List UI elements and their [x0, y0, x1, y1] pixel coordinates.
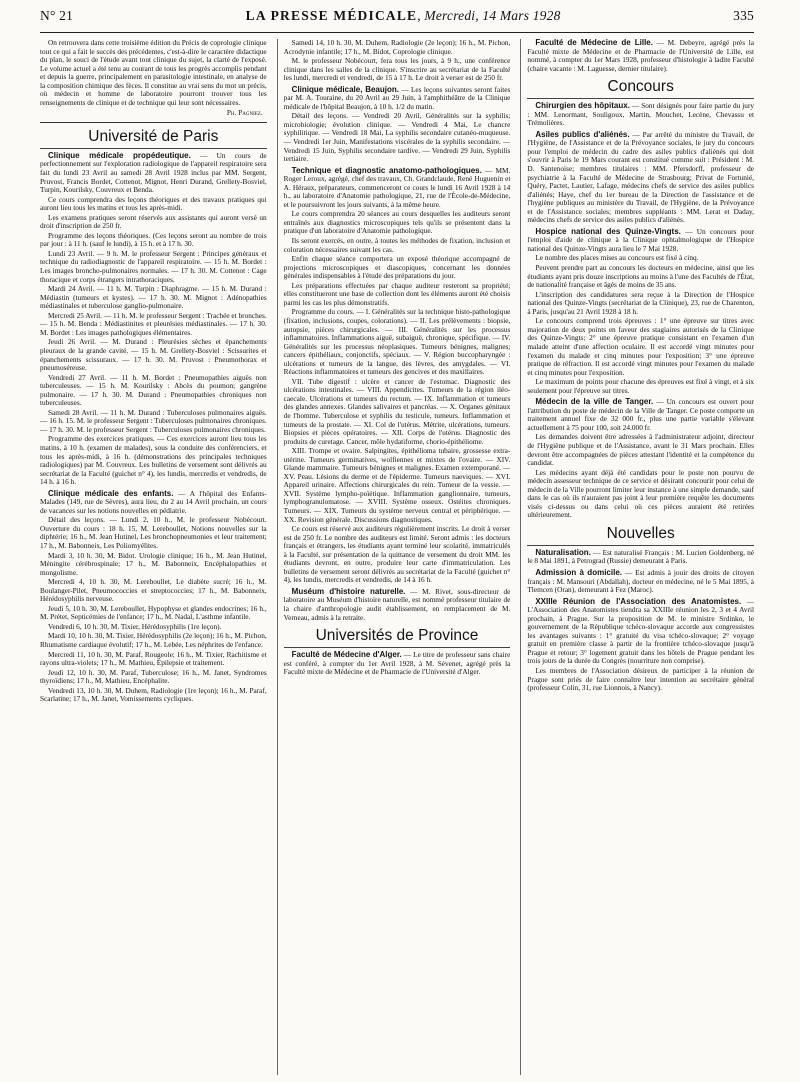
paragraph: Jeudi 5, 10 h. 30, M. Lereboullet, Hypophyse et glandes endocrines; 16 h., M. Prétet, Septicémies de l'enfance; 17 h., M. Nadal, L'asthme infantile.	[40, 603, 267, 622]
paragraph: Programme des leçons théoriques. (Ces leçons seront au nombre de trois par jour : à 11 h. (sauf le lundi), à 15 h. et à 17 h. 30.	[40, 230, 267, 249]
paragraph: Programme du cours. — I. Généralités sur la technique histo-pathologique (fixation, inclusions, coupes, colorations). — II. Les prélèvements : biopsie, autopsie, pièces chirurgicales. — III. Généralités sur les processus inflammatoires. Inflammations aiguë, subaiguë, chronique, spécifique. — IV. Généralités sur les processus néoplasiques. Tumeurs bénignes, malignes; cancers épithéliaux, conjonctifs, spéciaux. — V. Région buccopharyngée : ulcérations et tumeurs de la langue, des lèvres, des amygdales. — VI. Réactions inflammatoires et tumeurs des gencives et des maxillaires.	[283, 307, 511, 377]
divider	[40, 122, 267, 123]
item-text: — Est naturalisé Français : M. Lucien Goldenberg, né le 8 Mai 1891, à Petrograd (Russie) demeurant à Paris.	[527, 547, 754, 566]
journal-title: LA PRESSE MÉDICALE	[245, 8, 418, 23]
paragraph: Jeudi 12, 10 h. 30, M. Paraf, Tuberculose; 16 h., M. Janet, Syndromes thyroïdiens; 17 h., M. Mathieu, Encéphalite.	[40, 667, 267, 686]
paragraph: VII. Tube digestif : ulcère et cancer de l'estomac. Diagnostic des ulcérations intestinales. — VIII. Appendicites. Tumeurs de la région iléo-caecale. Ulcérations et tumeurs du rectum. — IX. Inflammation et tumeurs des glandes annexes. Glandes salivaires et pancréas. — X. Organes génitaux de l'homme. Tuberculose et syphilis du testicule, tumeurs. Inflammation et tumeurs de la prostate. — XI. Col de l'utérus. Métrite, ulcérations, tumeurs. Biopsies et pièces opératoires. — XII. Corps de l'utérus. Diagnostic des produits de curetage. Cancer, môle hydatiforme, chorio-épithéliome.	[283, 376, 511, 446]
paragraph: Le nombre des places mises au concours est fixé à cinq.	[535, 253, 699, 263]
item-text: — Les leçons suivantes seront faites par M. A. Touraine, du 20 Avril au 29 Juin, à l'amphithéâtre de la Clinique médicale de l'hôpital Beaujon, à 10 h. 1/2 du matin.	[283, 84, 511, 111]
item-title: XXIIIe Réunion de l'Association des Anatomistes.	[535, 596, 742, 606]
item-title: Asiles publics d'aliénés.	[535, 129, 630, 139]
item-text: — L'Association des Anatomistes tiendra sa XXIIIe réunion les 2, 3 et 4 Avril prochain, à Prague. Sur la proposition de M. le ministre Srdinko, le gouvernement de la République tchéco-slovaque accorde aux congressistes les avantages suivants : 1° gratuité du visa tchéco-slovaque; 2° voyage gratuit en première classe à partir de la frontière tchéco-slovaque jusqu'à Prague et retour; 3° logement gratuit dans les hôtels de Prague pendant les trois jours de la durée du Congrès (nourriture non comprise).	[527, 596, 754, 666]
paragraph: Les médecins ayant déjà été candidats pour le poste non pourvu de médecin assesseur technique de ce service et désirant concourir pour celui de médecin de la Ville pourront limiter leur instance à une simple demande, sauf dans le cas où ils n'auraient pas joint à leur première requête les documents visés ci-dessus ou dans celui où ces pièces auraient été retirées ultérieurement.	[527, 467, 754, 520]
item-text: — Un concours pour l'emploi d'aide de clinique à la Clinique ophtalmologique de l'Hospice national des Quinze-Vingts aura lieu le 7 Mai 1928.	[527, 226, 754, 253]
column-2	[277, 39, 511, 1075]
header-rule	[40, 32, 754, 33]
item-text: — Sont désignés pour faire partie du jury : MM. Lenormant, Souligoux, Martin, Mouchet, Lecène, Chevassu et Trémolières.	[527, 101, 754, 128]
paragraph: Samedi 14, 10 h. 30, M. Duhem, Radiologie (2e leçon); 16 h., M. Pichon, Acrodynie infantile; 17 h., M. Bidot, Coprologie clinique.	[283, 39, 511, 56]
item-text: — Est admis à jouir des droits de citoyen français : M. Mansouri (Abdallah), docteur en médecine, né le 5 Mai 1895, à Tlemcen (Oran), demeurant à Fez (Maroc).	[527, 567, 754, 595]
paragraph: Le concours comprend trois épreuves : 1° une épreuve sur titres avec majoration de deux points en faveur des stagiaires autorisés de la Clinique des Quinze-Vingts; 2° une épreuve pratique consistant en l'examen d'un malade atteint d'une affection oculaire. Il est accordé vingt minutes pour l'examen du malade et cinq minutes pour l'exposition; 3° une épreuve pratique de réfraction. Il est accordé vingt minutes pour l'examen du malade et cinq minutes pour l'exposition.	[527, 316, 754, 377]
item-title: Admission à domicile.	[535, 567, 622, 577]
paragraph: Les examens pratiques seront réservés aux assistants qui auront versé un droit d'inscription de 250 fr.	[40, 212, 267, 231]
paragraph: Détail des leçons. — Vendredi 20 Avril, Généralités sur la syphilis; microbiologie; évolution clinique. — Vendredi 4 Mai, Le chancre syphilitique. — Vendredi 18 Mai, La syphilis secondaire cutanéo-muqueuse. — Vendredi 1er Juin, Manifestations viscérales de la syphilis secondaire. — Vendredi 15 Juin, Syphilis secondaire tardive. — Vendredi 29 Juin, Syphilis tertiaire.	[283, 111, 511, 164]
paragraph: Ils seront exercés, en outre, à toutes les méthodes de fixation, inclusion et coloration nécessaires suivant les cas.	[283, 236, 511, 254]
item-text: — A l'hôpital des Enfants-Malades (149, rue de Sèvres), aura lieu, du 2 au 14 Avril prochain, un cours de vacances sur les notions nouvelles en pédiatrie.	[40, 488, 267, 515]
section-heading-universite-paris: Université de Paris	[40, 128, 267, 149]
text-columns	[40, 39, 754, 1075]
paragraph: Jeudi 26 Avril. — M. Durand : Pleurésies sèches et épanchements pleuraux de la grande cavité. — 15 h. M. Grellety-Bosviel : Scissurites et épanchements scissuraux. — 17 h. 30. M. Pruvost : Pneumothorax et pneumoséreuse.	[40, 337, 267, 373]
item-text: — Un cours de perfectionnement sur l'exploration radiologique de l'appareil respiratoire sera fait du lundi 23 Avril au samedi 28 Avril 1928 inclus par MM. Sergent, Pruvost, Francis Bordet, Cottenot, Mignot, Henri Durand, Grellety-Bosviel, Turpin, Kourilsky, Couvreux et Benda.	[40, 150, 267, 195]
column-1	[40, 39, 267, 1075]
item-title: Muséum d'histoire naturelle.	[291, 586, 406, 596]
issue-date: Mercredi, 14 Mars 1928	[424, 8, 561, 23]
item-text: — Un concours est ouvert pour l'attribution du poste de médecin de la Ville de Tanger. Ce poste comporte un traitement annuel fixe de 32 000 fr., plus une partie variable s'élevant actuellement à 75 pour 100, soit 24.000 fr.	[527, 397, 754, 432]
paragraph: Les préparations effectuées par chaque auditeur resteront sa propriété; elles constitueront une base de collection dont les éléments auront été choisis parmi les cas les plus démonstratifs.	[283, 280, 511, 307]
paragraph: Ce cours est réservé aux auditeurs régulièrement inscrits. Le droit à verser est de 250 fr. Le nombre des auditeurs est limité. Seront admis : les docteurs français et étrangers, les étudiants ayant terminé leur scolarité, immatriculés à la Faculté, sur présentation de la quittance de versement du droit MM. les étudiants devront, en outre, produire leur carte d'immatriculation. Les bulletins de versement seront délivrés au secrétariat de la Faculté (guichet n° 4), les lundis, mercredis et vendredis, de 14 à 16 h.	[283, 524, 511, 585]
review-signature: Ph. Pagniez.	[226, 108, 263, 118]
page-number: 335	[733, 8, 754, 23]
review-paragraph: On retrouvera dans cette troisième édition du Précis de coprologie clinique tout ce qui a fait le succès des précédentes, c'est-à-dire le caractère didactique du plan, le souci de l'étude avant tout clinique du sujet, la clarté de l'exposé. Le volume actuel a été tenu au courant de tous les progrès accomplis pendant et depuis la guerre, principalement en parasitologie intestinale, en analyse de la composition chimique des fèces. Il constitue au vrai sens du mot un précis, où médecin et homme de laboratoire pourront trouver tous les renseignements de clinique et de technique qui leur sont nécessaires.	[40, 39, 267, 107]
item-text: — MM. Roger Leroux, agrégé, chef des travaux, Ch. Grandclaude, René Huguenin et A. Héraux, préparateurs, commenceront ce cours le lundi 16 Avril 1928 à 14 h., au laboratoire d'Anatomie pathologique, 21, rue de l'École-de-Médecine, et le poursuivront les jours suivants, à la même heure.	[283, 165, 511, 209]
paragraph: Lundi 23 Avril. — 9 h. M. le professeur Sergent : Principes généraux et technique du radiodiagnostic de l'appareil respiratoire. — 15 h. M. Bordet : Les images broncho-pulmonaires normales. — 17 h. 30. M. Cottenot : Cage thoracique et corps étrangers intrathoraciques.	[40, 248, 267, 284]
paragraph: Vendredi 27 Avril. — 11 h. M. Bordet : Pneumopathies aiguës non tuberculeuses. — 15 h. M. Kourilsky : Abcès du poumon; gangrène pulmonaire. — 17 h. 30. M. Durand : Pneumopathies chroniques non tuberculeuses.	[40, 372, 267, 408]
item-title: Médecin de la ville de Tanger.	[535, 397, 654, 407]
paragraph: Mercredi 4, 10 h. 30, M. Lereboullet, Le diabète sucré; 16 h., M. Boulanger-Pilet, Pneumococcies et streptococcies; 17 h., M. Babonneix, Hérédosyphilis nerveuse.	[40, 577, 267, 604]
item-text: — Le titre de professeur sans chaire est conféré, à compter du 1er Avril 1928, à M. Sévenet, agrégé près la Faculté mixte de Médecine et de Pharmacie de l'Université d'Alger.	[283, 650, 511, 677]
item-title: Clinique médicale, Beaujon.	[291, 84, 399, 94]
item-text: — M. Rivet, sous-directeur de laboratoire au Muséum d'histoire naturelle, est nommé professeur titulaire de la chaire d'anthropologie audit établissement, en remplacement de M. Verneau, admis à la retraite.	[283, 586, 511, 622]
paragraph: Mardi 10, 10 h. 30, M. Tixier, Hérédosyphilis (2e leçon); 16 h., M. Pichon, Rhumatisme cardiaque évolutif; 17 h., M. Lebée, Les néphrites de l'enfance.	[40, 631, 267, 649]
item-text: — M. Debeyre, agrégé près la Faculté mixte de Médecine et de Pharmacie de l'Université de Lille, est nommé, à compter du 1er Mars 1928, professeur d'histologie à ladite Faculté (chaire vacante : M. Laguesse, dernier titulaire).	[527, 39, 754, 73]
paragraph: Le cours comprendra 20 séances au cours desquelles les auditeurs seront entraînés aux diagnostics microscopiques tels qu'ils se présentent dans la pratique d'un laboratoire d'Anatomie pathologique.	[283, 209, 511, 236]
section-heading-universites-province: Universités de Province	[284, 627, 511, 648]
item-title: Naturalisation.	[535, 547, 591, 557]
paragraph: M. le professeur Nobécourt, fera tous les jours, à 9 h., une conférence clinique dans les salles de la clinique. S'inscrire au secrétariat de la Faculté les lundi, mercredi et vendredi, de 15 à 17 h. Le droit à verser est de 250 fr.	[283, 56, 511, 83]
item-title: Clinique médicale propédeutique.	[48, 150, 191, 160]
paragraph: Mardi 24 Avril. — 11 h. M. Turpin : Diaphragme. — 15 h. M. Durand : Médiastin (tumeurs et kystes). — 17 h. 30. M. Mignot : Adénopathies médiastinales et tuberculose ganglio-pulmonaire.	[40, 284, 267, 311]
paragraph: Le maximum de points pour chacune des épreuves est fixé à vingt, et à six seulement pour l'épreuve sur titres.	[527, 377, 754, 395]
paragraph: Les membres de l'Association désireux de participer à la réunion de Prague sont priés de faire connaître leur intention au secrétaire général (professeur Colin, 31, rue Lionnois, à Nancy).	[527, 666, 754, 693]
item-title: Hospice national des Quinze-Vingts.	[535, 226, 681, 236]
column-3	[520, 39, 754, 1075]
paragraph: Vendredi 13, 10 h. 30, M. Duhem, Radiologie (1re leçon); 16 h., M. Paraf, Scarlatine; 17 h., M. Janet, Vomissements cycliques.	[40, 685, 267, 704]
paragraph: Enfin chaque séance comportera un exposé théorique accompagné de projections microscopiques et diascopiques, concernant les données générales indispensables à l'étude des préparations du jour.	[283, 254, 511, 281]
paragraph: Mardi 3, 10 h. 30, M. Bidot. Urologie clinique; 16 h., M. Jean Hutinel, Méningite cérébrospinale; 17 h., M. Babonneix, Encéphalopathies et mongolisme.	[40, 550, 267, 577]
item-text: — Par arrêté du ministre du Travail, de l'Hygiène, de l'Assistance et de la Prévoyance sociales, le jury du concours pour l'emploi de médecin du cadre des asiles publics d'aliénés qui doit s'ouvrir à Paris le 19 Mars courant est constitué comme suit : Président : M. D. Santenoise; membres titulaires : MM. Pfersdorff, professeur de psychiatrie à la Faculté de Médecine de Strasbourg; Privat de Fortunié, Quéry, Pactet, Lautier, Lafage, médecins chefs de service des asiles publics d'aliénés; Haye, chef du 1er bureau de la Direction de l'assistance et de l'hygiène publiques au ministère du Travail, de l'Hygiène, de la Prévoyance et de l'Assistance sociales; membres suppléants : MM. Lerat et Daday, médecins chefs de service des asiles publics d'aliénés.	[527, 129, 754, 225]
paragraph: XIII. Trompe et ovaire. Salpingites, épithélioma tubaire, grossesse extra-utérine. Tumeurs germinatives, wolfiennes et mixtes de l'ovaire. — XIV. Glande mammaire. Tumeurs bénignes et malignes. Examen extemporané. — XV. Peau. Lésions du derme et de l'épiderme. Tumeurs naeviques. — XVI. Appareil urinaire. Affections chirurgicales du rein. Tumeur de la vessie. — XVII. Système lympho-poïétique. Inflammation ganglionnaire, tumeurs, lymphogranulomatose. — XVIII. Système osseux. Ostéites chroniques. Tumeurs. — XIX. Tumeurs du système nerveux central et périphérique. — XX. Revision générale. Discussions diagnostiques.	[283, 446, 511, 524]
item-title: Clinique médicale des enfants.	[48, 488, 174, 498]
paragraph: Programme des exercices pratiques. — Ces exercices auront lieu tous les matins, à 10 h. (examen de malades), sous la conduite des conférenciers, et tous les après-midi, à 16 h. (démonstrations des principales techniques radiologiques) par M. Couvreux. Les bulletins de versement sont délivrés au secrétariat de la Faculté (guichet n° 4), les lundis, mercredis et vendredis, de 14 h. à 16 h.	[40, 434, 267, 487]
paragraph: Samedi 28 Avril. — 11 h. M. Durand : Tuberculoses pulmonaires aiguës. — 16 h. 15. M. le professeur Sergent : Tuberculoses pulmonaires chroniques. — 17 h. 30. M. le professeur Sergent : Tuberculoses pulmonaires chroniques.	[40, 407, 267, 434]
paragraph: Détail des leçons. — Lundi 2, 10 h., M. le professeur Nobécourt. Ouverture du cours : 18 h. 15, M. Lereboullet, Notions nouvelles sur la diphtérie; 16 h., M. Jean Hutinel, Les bronchopneumonies et leur traitement; 17 h., M. Babonneix, Les Poliomyélites.	[40, 515, 267, 550]
paragraph: Les demandes doivent être adressées à l'administrateur adjoint, directeur de l'Hygiène publique et de l'Assistance, avant le 31 Mars prochain. Elles devront être accompagnées de pièces attestant l'identité et la compétence du candidat.	[527, 432, 754, 468]
section-heading-nouvelles: Nouvelles	[527, 525, 754, 546]
paragraph: Vendredi 6, 10 h. 30, M. Tixier, Hérédosyphilis (1re leçon).	[48, 621, 222, 631]
paragraph: Mercredi 25 Avril. — 11 h. M. le professeur Sergent : Trachée et bronches. — 15 h. M. Benda : Médiastinites et pleurésies médiastinales. — 17 h. 30. M. Bordet : Les images pathologiques élémentaires.	[40, 310, 267, 337]
item-title: Faculté de Médecine de Lille.	[535, 39, 653, 47]
issue-number: N° 21	[40, 8, 74, 23]
paragraph: L'inscription des candidatures sera reçue à la Direction de l'Hospice national des Quinze-Vingts (secrétariat de la Clinique), 23, rue de Charenton, à Paris, jusqu'au 21 Avril 1928 à 18 h.	[527, 289, 754, 316]
item-title: Chirurgien des hôpitaux.	[535, 101, 630, 111]
item-title: Technique et diagnostic anatomo-pathologiques.	[291, 165, 482, 175]
paragraph: Ce cours comprendra des leçons théoriques et des travaux pratiques qui auront lieu tous les matins et tous les après-midi.	[40, 194, 267, 213]
paragraph: Mercredi 11, 10 h. 30, M. Paraf, Rougeole; 16 h., M. Tixier, Rachitisme et rayons ultra-violets; 17 h., M. Mathieu, Épilepsie et traitement.	[40, 649, 267, 668]
paragraph: Peuvent prendre part au concours les docteurs en médecine, ainsi que les étudiants ayant pris douze inscriptions au moins à l'une des Facultés de l'État, de nationalité française et âgés de moins de 35 ans.	[527, 263, 754, 290]
item-title: Faculté de Médecine d'Alger.	[291, 650, 402, 660]
section-heading-concours: Concours	[527, 78, 754, 99]
running-head: N° 21 LA PRESSE MÉDICALE, Mercredi, 14 Mars 1928 335	[40, 8, 754, 23]
